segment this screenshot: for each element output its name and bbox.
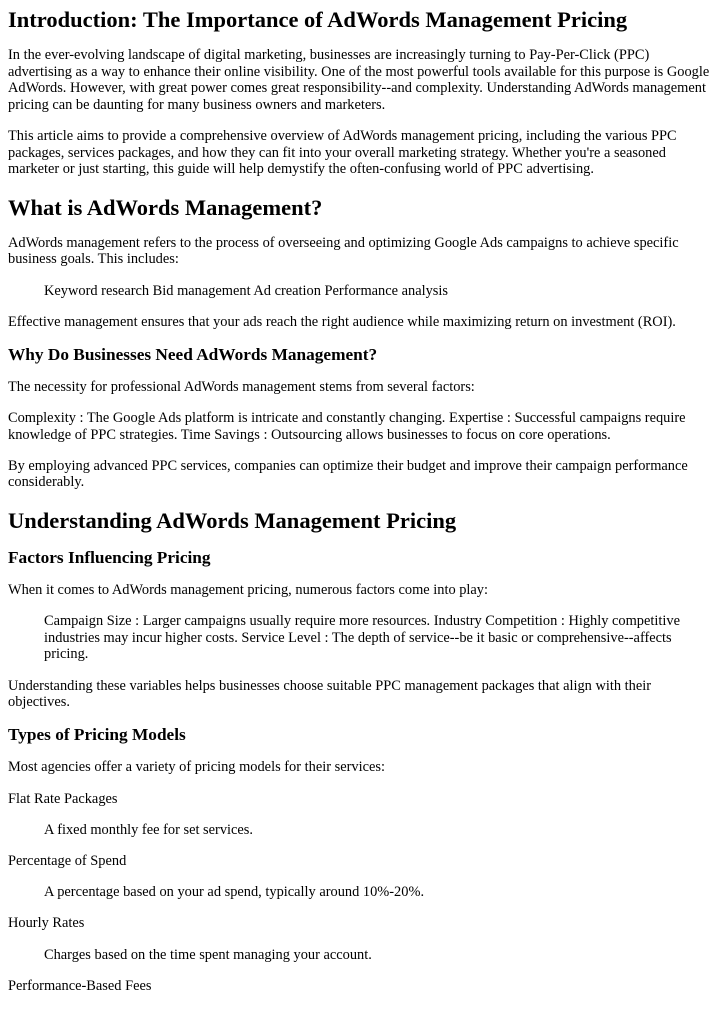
why-paragraph-3: By employing advanced PPC services, companies can optimize their budget and improve their campaign performance considerably. [8, 457, 688, 491]
model-term-hourly: Hourly Rates [8, 915, 85, 932]
factors-list: Campaign Size : Larger campaigns usually require more resources. Industry Competition : Highly competitive industries may incur higher costs. Service Level : The depth of service--be it basic or comprehensive--affects pricing. [44, 613, 680, 663]
why-paragraph-1: The necessity for professional AdWords management stems from several factors: [8, 378, 475, 395]
what-is-paragraph-2: Effective management ensures that your ads reach the right audience while maximizing return on investment (ROI). [8, 313, 676, 330]
model-desc-flat-rate: A fixed monthly fee for set services. [44, 821, 254, 838]
types-heading: Types of Pricing Models [8, 725, 186, 745]
model-term-flat-rate: Flat Rate Packages [8, 790, 118, 807]
what-is-heading: What is AdWords Management? [8, 194, 323, 220]
model-term-performance: Performance-Based Fees [8, 977, 152, 994]
factors-paragraph-2: Understanding these variables helps businesses choose suitable PPC management packages that align with their objectives. [8, 677, 652, 711]
article [0, 7, 720, 994]
model-term-percentage: Percentage of Spend [8, 852, 127, 869]
factors-heading: Factors Influencing Pricing [8, 548, 211, 568]
types-paragraph-1: Most agencies offer a variety of pricing models for their services: [8, 759, 385, 776]
model-desc-hourly: Charges based on the time spent managing your account. [44, 946, 372, 963]
why-paragraph-2: Complexity : The Google Ads platform is intricate and constantly changing. Expertise : Successful campaigns require knowledge of PPC strategies. Time Savings : Outsourcing allows businesses to focus on core operations. [8, 410, 686, 443]
what-is-paragraph-1: AdWords management refers to the process of overseeing and optimizing Google Ads campaigns to achieve specific business goals. This includes: [8, 234, 679, 268]
understanding-heading: Understanding AdWords Management Pricing [8, 508, 457, 534]
model-desc-percentage: A percentage based on your ad spend, typically around 10%-20%. [44, 884, 425, 901]
intro-paragraph-1: In the ever-evolving landscape of digital marketing, businesses are increasingly turning to Pay-Per-Click (PPC) advertising as a way to enhance their online visibility. One of the most powerful tools available for this purpose is Google AdWords. However, with great power comes great responsibility--and complexity. Understanding AdWords management pricing can be daunting for many business owners and marketers. [8, 47, 710, 113]
factors-paragraph-1: When it comes to AdWords management pricing, numerous factors come into play: [8, 582, 489, 599]
why-heading: Why Do Businesses Need AdWords Management? [8, 344, 378, 364]
intro-heading: Introduction: The Importance of AdWords Management Pricing [8, 7, 628, 32]
what-is-list: Keyword research Bid management Ad creation Performance analysis [44, 282, 448, 299]
intro-paragraph-2: This article aims to provide a comprehensive overview of AdWords management pricing, including the various PPC packages, services packages, and how they can fit into your overall marketing strategy. Whether you're a seasoned marketer or just starting, this guide will help demystify the often-confusing world of PPC advertising. [8, 127, 677, 178]
